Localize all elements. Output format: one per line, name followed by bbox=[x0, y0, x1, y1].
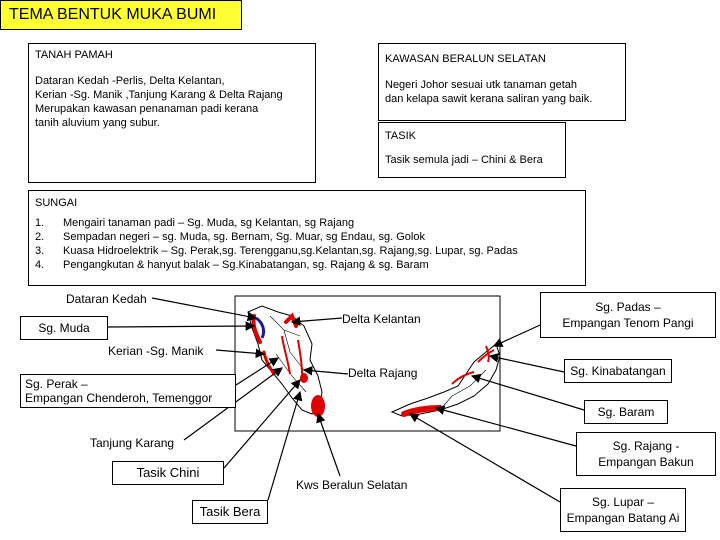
label-sg-padas bbox=[540, 292, 716, 338]
sg-perak-line: Empangan Chenderoh, Temenggor bbox=[25, 391, 213, 405]
list-item: 2. Sempadan negeri – sg. Muda, sg. Bernam, Sg. Muar, sg Endau, sg. Golok bbox=[35, 231, 425, 243]
label-tasik-bera: Tasik Bera bbox=[192, 500, 268, 524]
list-item: 3. Kuasa Hidroelektrik – Sg. Perak,sg. Terengganu,sg.Kelantan,sg. Rajang,sg. Lupar, sg. Padas bbox=[35, 245, 518, 257]
tasik-heading: TASIK bbox=[385, 130, 416, 142]
label-sg-kinabatangan: Sg. Kinabatangan bbox=[564, 359, 672, 383]
kawasan-beralun-line: Negeri Johor sesuai utk tanaman getah bbox=[385, 79, 578, 91]
sg-lupar-line: Sg. Lupar – bbox=[591, 495, 655, 509]
tanah-pamah-line: Merupakan kawasan penanaman padi kerana bbox=[35, 103, 259, 115]
label-delta-rajang: Delta Rajang bbox=[348, 366, 418, 380]
tasik-chini-red bbox=[300, 373, 308, 383]
sg-rajang-line: Empangan Bakun bbox=[598, 455, 694, 469]
sg-rajang-line: Sg. Rajang - bbox=[612, 439, 680, 453]
label-kws-beralun: Kws Beralun Selatan bbox=[296, 478, 408, 492]
sungai-heading: SUNGAI bbox=[35, 197, 78, 209]
label-sg-baram: Sg. Baram bbox=[584, 400, 668, 424]
label-tanjung-karang: Tanjung Karang bbox=[90, 436, 175, 450]
label-sg-rajang bbox=[576, 432, 716, 476]
tanah-pamah-line: Kerian -Sg. Manik ,Tanjung Karang & Delta Rajang bbox=[35, 89, 283, 101]
kws-beralun-red bbox=[311, 395, 325, 417]
page-title: TEMA BENTUK MUKA BUMI bbox=[0, 0, 242, 30]
label-tasik-chini: Tasik Chini bbox=[112, 461, 224, 485]
label-delta-kelantan: Delta Kelantan bbox=[342, 312, 421, 326]
label-kerian: Kerian -Sg. Manik bbox=[108, 344, 204, 358]
tasik-text: Tasik semula jadi – Chini & Bera bbox=[385, 154, 543, 166]
tanah-pamah-heading: TANAH PAMAH bbox=[35, 49, 113, 61]
kawasan-beralun-heading: KAWASAN BERALUN SELATAN bbox=[385, 53, 546, 65]
sg-padas-line: Empangan Tenom Pangi bbox=[562, 316, 694, 330]
sg-perak-line: Sg. Perak – bbox=[25, 377, 88, 391]
sg-padas-line: Sg. Padas – bbox=[595, 300, 661, 314]
sg-lupar-line: Empangan Batang Ai bbox=[566, 511, 680, 525]
list-item: 4. Pengangkutan & hanyut balak – Sg.Kinabatangan, sg. Rajang & sg. Baram bbox=[35, 259, 429, 271]
label-sg-muda: Sg. Muda bbox=[20, 316, 108, 340]
tanah-pamah-line: tanih aluvium yang subur. bbox=[35, 117, 160, 129]
tanah-pamah-line: Dataran Kedah -Perlis, Delta Kelantan, bbox=[35, 75, 225, 87]
kawasan-beralun-line: dan kelapa sawit kerana saliran yang baik. bbox=[385, 93, 593, 105]
label-sg-lupar bbox=[560, 488, 686, 532]
label-dataran-kedah: Dataran Kedah bbox=[66, 292, 147, 306]
label-sg-perak bbox=[20, 374, 236, 408]
list-item: 1. Mengairi tanaman padi – Sg. Muda, sg Kelantan, sg Rajang bbox=[35, 217, 355, 229]
